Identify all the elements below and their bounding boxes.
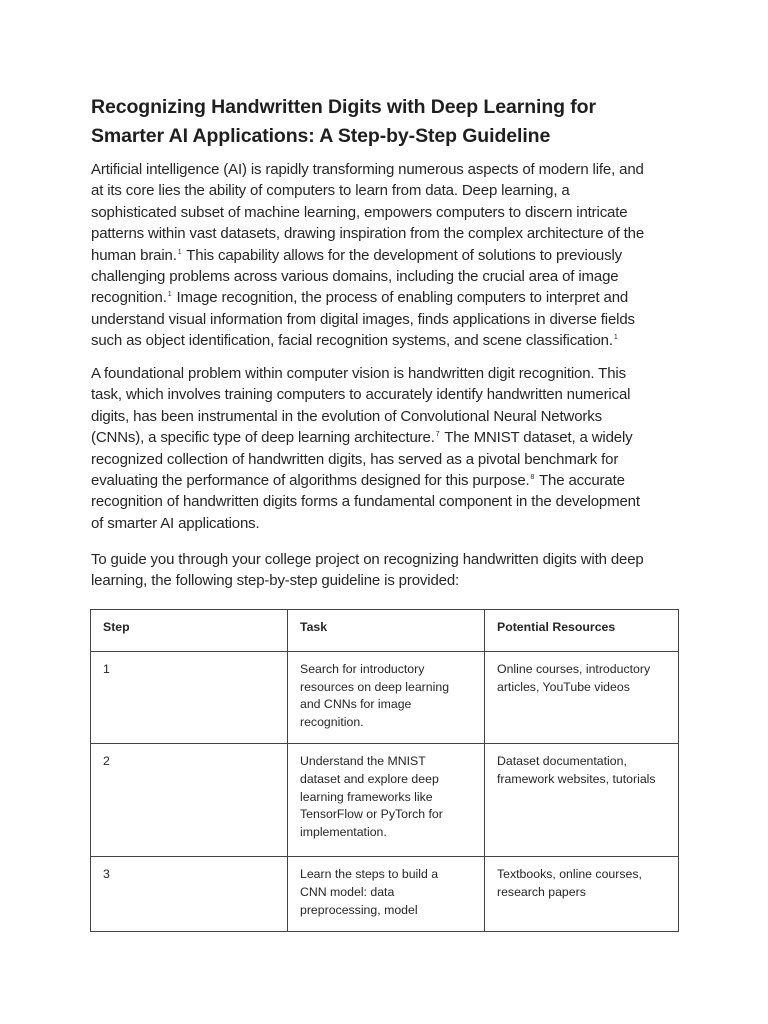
text-run: challenging problems across various domains, including the crucial area of image xyxy=(91,268,619,286)
cell-line: implementation. xyxy=(300,824,387,839)
cell-resources xyxy=(485,857,679,932)
cell-line: CNN model: data xyxy=(300,884,395,899)
text-run: digits, has been instrumental in the evolution of Convolutional Neural Networks xyxy=(91,407,602,425)
text-run: learning, the following step-by-step guideline is provided: xyxy=(91,572,460,590)
cell-line: Dataset documentation, xyxy=(497,754,627,769)
text-line xyxy=(91,449,640,470)
document-title xyxy=(91,93,596,151)
text-line xyxy=(91,406,640,427)
cell-task xyxy=(288,652,485,744)
cell-line: TensorFlow or PyTorch for xyxy=(300,807,443,822)
text-line xyxy=(91,491,640,512)
cell-step: 1 xyxy=(91,652,288,744)
table-header-row xyxy=(91,610,679,652)
text-run: Image recognition, the process of enabling computers to interpret and xyxy=(172,289,629,307)
citation-superscript[interactable]: 1 xyxy=(613,334,618,342)
cell-line: Textbooks, online courses, xyxy=(497,867,642,882)
header-task: Task xyxy=(288,610,485,652)
paragraph-guide xyxy=(91,549,644,592)
text-run: evaluating the performance of algorithms designed for this purpose. xyxy=(91,472,530,490)
header-step: Step xyxy=(91,610,288,652)
cell-line: recognition. xyxy=(300,714,364,729)
cell-line: and CNNs for image xyxy=(300,697,412,712)
cell-line: Search for introductory xyxy=(300,662,425,676)
cell-task xyxy=(288,857,485,932)
cell-line: Understand the MNIST xyxy=(300,754,426,769)
cell-line: research papers xyxy=(497,884,586,899)
text-run: A foundational problem within computer vision is handwritten digit recognition. This xyxy=(91,365,626,382)
text-run: task, which involves training computers to accurately identify handwritten numerical xyxy=(91,386,631,404)
citation-superscript[interactable]: 1 xyxy=(167,291,172,299)
text-run: recognition. xyxy=(91,289,167,307)
text-line xyxy=(91,159,644,180)
cell-line: dataset and explore deep xyxy=(300,771,439,786)
text-line xyxy=(91,330,644,351)
text-line xyxy=(91,384,640,405)
text-run: recognized collection of handwritten digits, has served as a pivotal benchmark for xyxy=(91,450,619,468)
citation-superscript[interactable]: 8 xyxy=(530,474,535,482)
text-run: at its core lies the ability of computers to learn from data. Deep learning, a xyxy=(91,182,570,200)
paragraph-problem xyxy=(91,363,640,534)
text-run: The accurate xyxy=(535,472,625,490)
text-line xyxy=(91,223,644,244)
text-run: sophisticated subset of machine learning, empowers computers to discern intricate xyxy=(91,203,628,221)
text-line xyxy=(91,549,644,570)
text-run: such as object identification, facial recognition systems, and scene classification. xyxy=(91,332,613,350)
cell-line: learning frameworks like xyxy=(300,789,433,804)
text-line xyxy=(91,202,644,223)
citation-superscript[interactable]: 1 xyxy=(177,248,182,256)
cell-line: Online courses, introductory xyxy=(497,662,651,676)
header-resources: Potential Resources xyxy=(485,610,679,652)
text-run: understand visual information from digital images, finds applications in diverse fields xyxy=(91,310,635,328)
text-line xyxy=(91,180,644,201)
text-run: patterns within vast datasets, drawing inspiration from the complex architecture of the xyxy=(91,225,645,243)
cell-line: resources on deep learning xyxy=(300,679,450,694)
cell-line: preprocessing, model xyxy=(300,902,418,917)
cell-line: articles, YouTube videos xyxy=(497,679,630,694)
text-run: The MNIST dataset, a widely xyxy=(440,429,633,447)
table-row xyxy=(91,652,679,744)
cell-resources xyxy=(485,652,679,744)
text-line xyxy=(91,266,644,287)
text-line xyxy=(91,470,640,491)
title-line: Smarter AI Applications: A Step-by-Step Guideline xyxy=(91,125,551,147)
cell-line: framework websites, tutorials xyxy=(497,771,656,786)
text-run: recognition of handwritten digits forms a fundamental component in the development xyxy=(91,493,640,511)
text-line xyxy=(91,427,640,448)
text-run: This capability allows for the development of solutions to previously xyxy=(182,246,622,264)
citation-superscript[interactable]: 7 xyxy=(435,431,440,439)
text-line xyxy=(91,363,640,384)
cell-resources xyxy=(485,744,679,857)
table-row xyxy=(91,857,679,932)
cell-line: Learn the steps to build a xyxy=(300,867,439,882)
guideline-table xyxy=(90,609,679,932)
paragraph-intro xyxy=(91,159,644,352)
cell-step: 2 xyxy=(91,744,288,857)
cell-task xyxy=(288,744,485,857)
text-run: (CNNs), a specific type of deep learning architecture. xyxy=(91,429,435,447)
text-line xyxy=(91,513,640,534)
text-run: To guide you through your college project on recognizing handwritten digits with deep xyxy=(91,551,644,568)
text-run: Artificial intelligence (AI) is rapidly transforming numerous aspects of modern life, and xyxy=(91,161,644,178)
text-line xyxy=(91,245,644,266)
cell-step: 3 xyxy=(91,857,288,932)
text-line xyxy=(91,287,644,308)
title-line: Recognizing Handwritten Digits with Deep Learning for xyxy=(91,96,596,118)
table-row xyxy=(91,744,679,857)
text-run: human brain. xyxy=(91,246,177,264)
text-line xyxy=(91,309,644,330)
text-line xyxy=(91,570,644,591)
text-run: of smarter AI applications. xyxy=(91,514,260,532)
